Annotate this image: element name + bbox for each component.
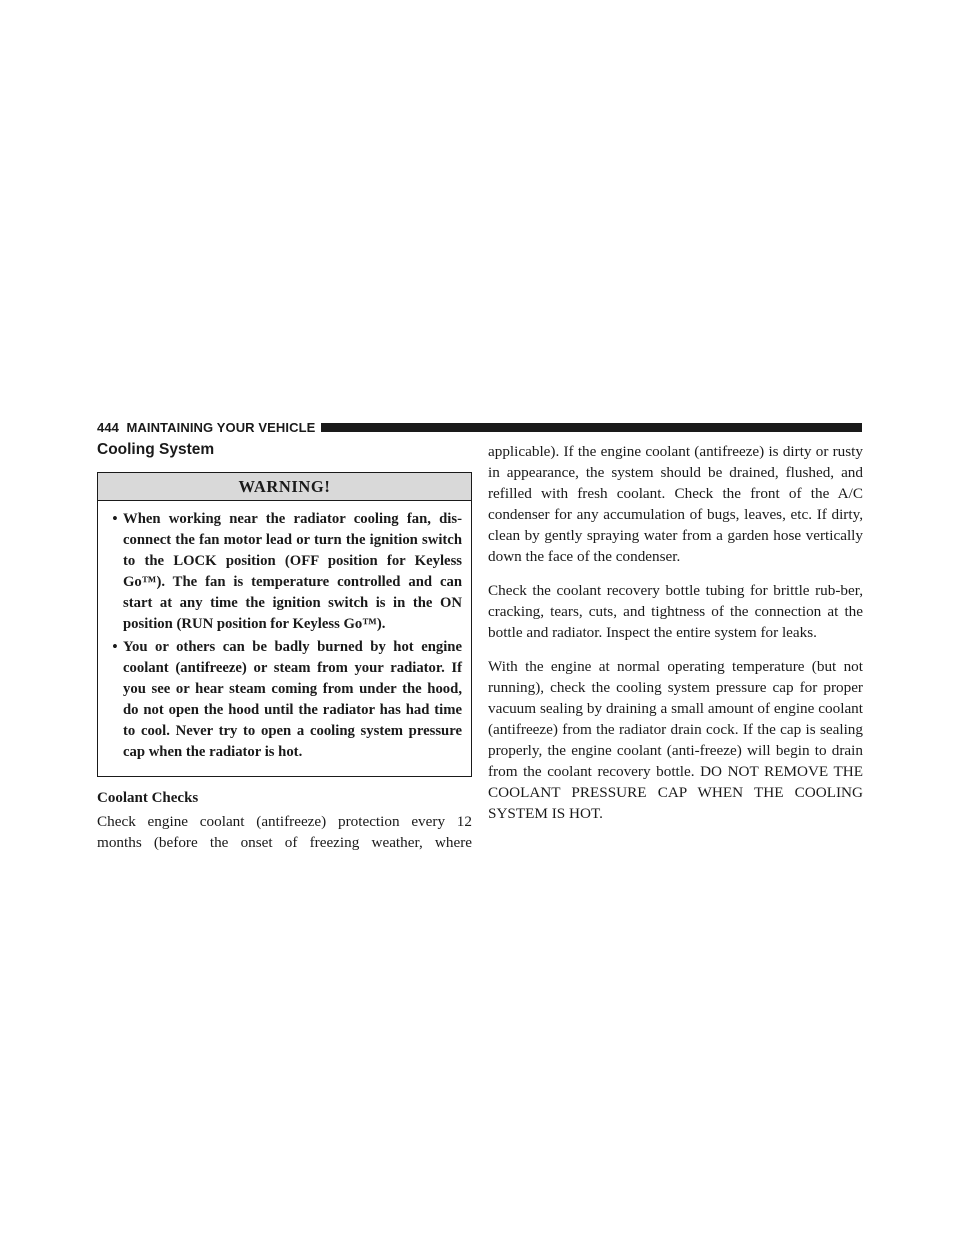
- warning-item-text: You or others can be badly burned by hot engine coolant (antifreeze) or steam from your radiator. If you see or hear steam coming from under the hood, do not open the hood until the radiator has had time to cool. Never try to open a cooling system pressure cap when the radiator is hot.: [123, 639, 462, 760]
- page-number: 444: [97, 419, 119, 435]
- warning-item: [107, 637, 462, 763]
- page-header-text: [97, 420, 315, 435]
- section-title: Cooling System: [97, 441, 215, 458]
- right-column: [488, 441, 863, 837]
- running-header: [97, 418, 862, 436]
- coolant-checks-paragraph-end: applicable). If the engine coolant (antifreeze) is dirty or rusty in appearance, the system should be drained, flushed, and refilled with fresh coolant. Check the front of the A/C condenser for any accumulation of bugs, leaves, etc. If dirty, clean by gently spraying water from a garden hose vertically down the face of the condenser.: [488, 443, 863, 565]
- coolant-checks-heading: Coolant Checks: [97, 790, 199, 806]
- left-column: [97, 472, 472, 866]
- warning-item-text: When working near the radiator cooling fan, dis-connect the fan motor lead or turn the ignition switch to the LOCK position (OFF position for Keyless Go™). The fan is temperature controlled and can start at any time the ignition switch is in the ON position (RUN position for Keyless Go™).: [123, 511, 462, 632]
- header-rule: [321, 423, 862, 432]
- warning-title: WARNING!: [98, 473, 471, 501]
- warning-box: [97, 472, 472, 777]
- pressure-cap-paragraph: With the engine at normal operating temperature (but not running), check the cooling system pressure cap for proper vacuum sealing by draining a small amount of engine coolant (antifreeze) from the radiator drain cock. If the cap is sealing properly, the engine coolant (anti-freeze) will begin to drain from the coolant recovery bottle. DO NOT REMOVE THE COOLANT PRESSURE CAP WHEN THE COOLING SYSTEM IS HOT.: [488, 658, 863, 822]
- coolant-checks-paragraph-start: Check engine coolant (antifreeze) protection every 12 months (before the onset of freezing weather, where: [97, 813, 472, 851]
- header-section-title: MAINTAINING YOUR VEHICLE: [126, 419, 316, 435]
- recovery-bottle-paragraph: Check the coolant recovery bottle tubing for brittle rub-ber, cracking, tears, cuts, and tightness of the connection at the bottle and radiator. Inspect the entire system for leaks.: [488, 582, 863, 641]
- warning-item: [107, 509, 462, 635]
- warning-list: [98, 501, 471, 776]
- bullet-icon: •: [112, 511, 118, 527]
- bullet-icon: •: [112, 639, 118, 655]
